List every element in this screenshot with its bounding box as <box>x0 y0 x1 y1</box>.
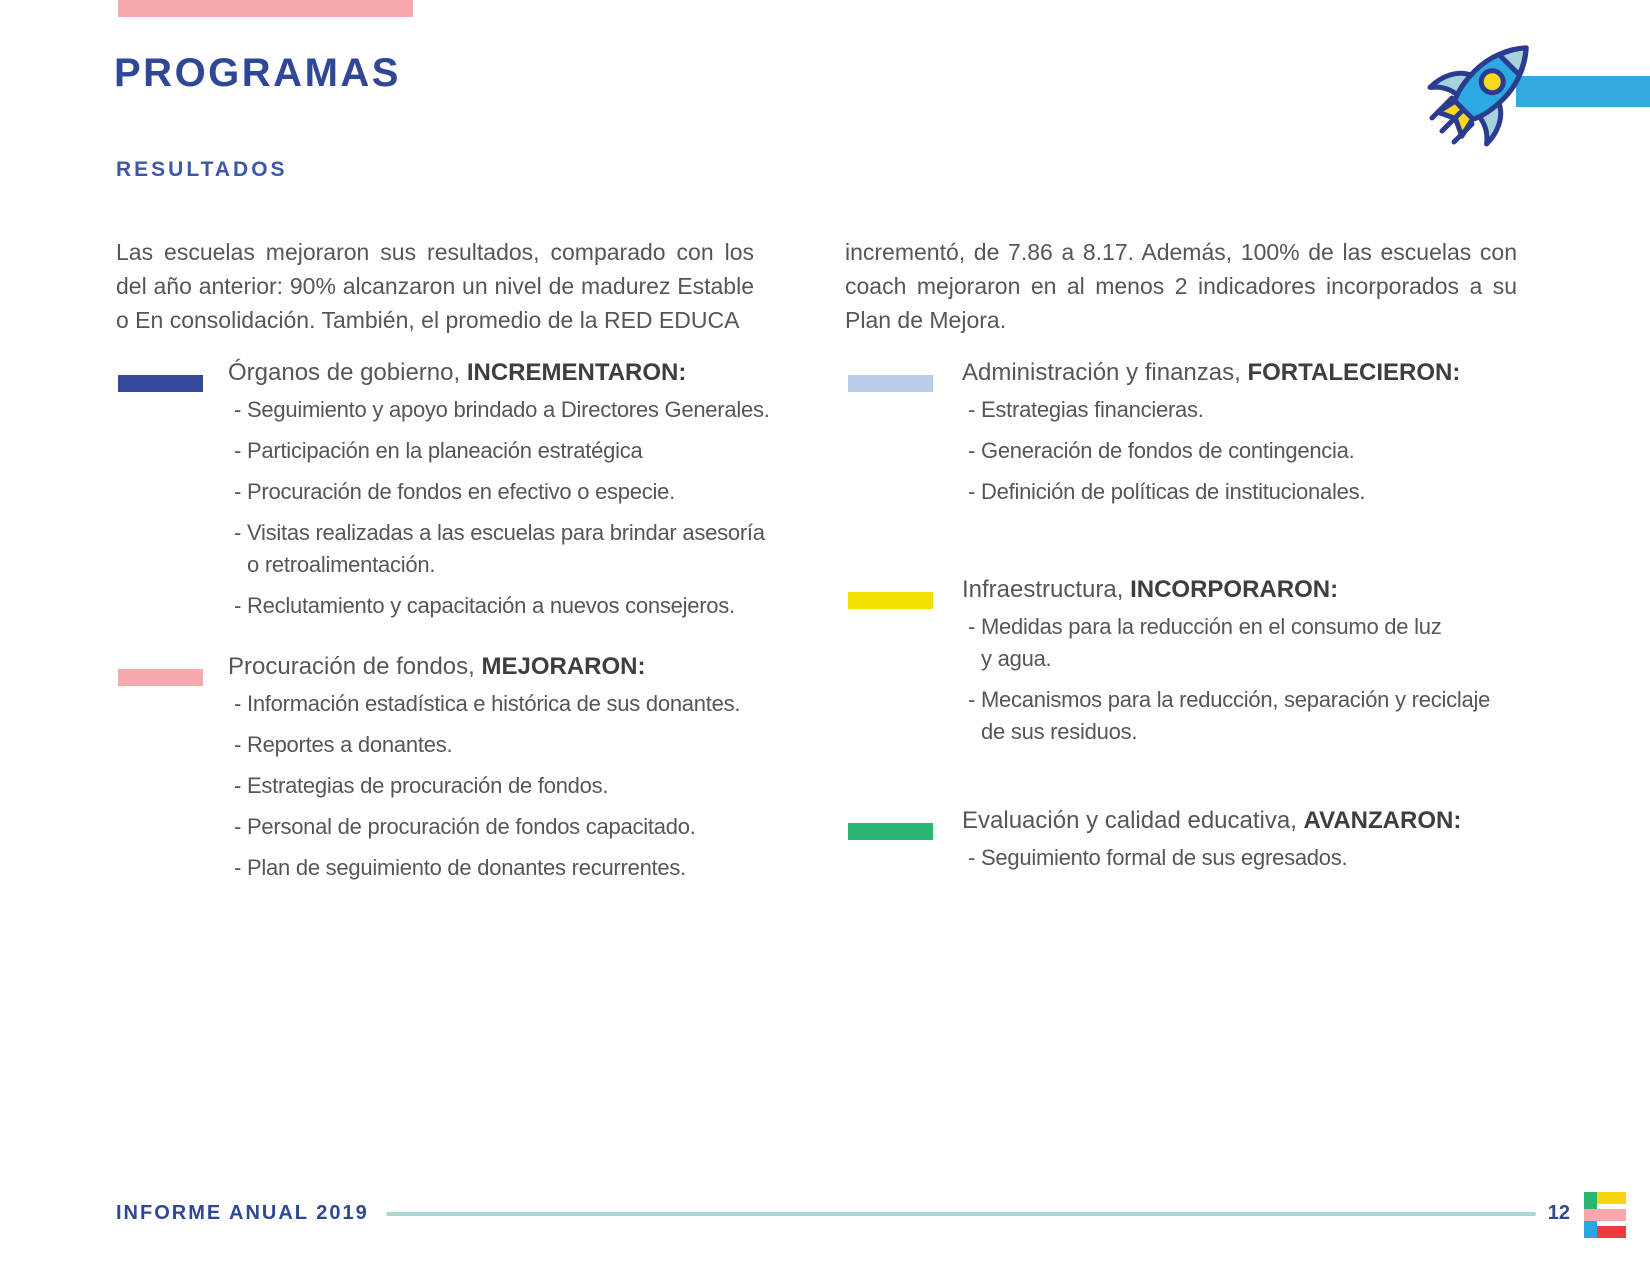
list-item: - Reportes a donantes. <box>234 729 776 761</box>
section-administracion-y-finanzas <box>962 358 1510 517</box>
section-verb: FORTALECIERON: <box>1247 359 1461 386</box>
logo-block-pink <box>1584 1209 1626 1221</box>
section-category: Infraestructura, <box>962 576 1124 603</box>
page-number: 12 <box>1547 1202 1570 1224</box>
list-item: - Generación de fondos de contingencia. <box>968 435 1510 467</box>
list-item: - Mecanismos para la reducción, separación y reciclaje de sus residuos. <box>968 684 1510 748</box>
section-color-bar <box>848 375 933 392</box>
list-item: - Plan de seguimiento de donantes recurrentes. <box>234 852 776 884</box>
list-item: - Seguimiento formal de sus egresados. <box>968 842 1510 874</box>
intro-paragraph-left: Las escuelas mejoraron sus resultados, comparado con los del año anterior: 90% alcanzaron un nivel de madurez Estable o En consolidación. También, el promedio de la RED EDUCA <box>116 239 754 333</box>
list-item: - Estrategias de procuración de fondos. <box>234 770 776 802</box>
footer-divider-line <box>386 1212 1536 1216</box>
section-items <box>968 394 1510 508</box>
section-verb: AVANZARON: <box>1303 807 1462 834</box>
header-accent-bar <box>118 0 413 17</box>
logo-block-yellow <box>1597 1192 1626 1204</box>
section-category: Procuración de fondos, <box>228 653 475 680</box>
section-title <box>228 358 776 388</box>
logo-block-red <box>1597 1226 1626 1238</box>
section-verb: INCREMENTARON: <box>466 359 687 386</box>
section-verb: INCORPORARON: <box>1130 576 1339 603</box>
section-color-bar <box>118 669 203 686</box>
educa-e-logo <box>1584 1192 1626 1238</box>
list-item: - Medidas para la reducción en el consumo de luz y agua. <box>968 611 1453 675</box>
section-items <box>968 842 1510 874</box>
section-evaluacion-y-calidad <box>962 806 1510 883</box>
list-item: - Seguimiento y apoyo brindado a Directores Generales. <box>234 394 776 426</box>
section-color-bar <box>848 823 933 840</box>
section-category: Órganos de gobierno, <box>228 359 461 386</box>
section-items <box>234 688 776 884</box>
section-color-bar <box>118 375 203 392</box>
section-items <box>968 611 1510 748</box>
section-title <box>962 806 1510 836</box>
list-item: - Información estadística e histórica de sus donantes. <box>234 688 776 720</box>
section-title <box>228 652 776 682</box>
section-heading: RESULTADOS <box>116 158 288 182</box>
section-title <box>962 358 1510 388</box>
section-items <box>234 394 776 622</box>
list-item: - Visitas realizadas a las escuelas para brindar asesoría o retroalimentación. <box>234 517 776 581</box>
section-procuracion-de-fondos <box>228 652 776 893</box>
list-item: - Participación en la planeación estratégica <box>234 435 776 467</box>
section-infraestructura <box>962 575 1510 757</box>
section-category: Evaluación y calidad educativa, <box>962 807 1297 834</box>
footer-report-label: INFORME ANUAL 2019 <box>116 1202 369 1224</box>
section-category: Administración y finanzas, <box>962 359 1241 386</box>
list-item: - Personal de procuración de fondos capacitado. <box>234 811 776 843</box>
rocket-icon <box>1366 14 1566 164</box>
intro-paragraph-right: incrementó, de 7.86 a 8.17. Además, 100% de las escuelas con coach mejoraron en al menos 2 indicadores incorporados a su Plan de Mejora. <box>845 239 1517 333</box>
page-title: PROGRAMAS <box>114 50 401 95</box>
section-verb: MEJORARON: <box>481 653 646 680</box>
section-color-bar <box>848 592 933 609</box>
list-item: - Reclutamiento y capacitación a nuevos consejeros. <box>234 590 776 622</box>
section-organos-de-gobierno <box>228 358 776 631</box>
list-item: - Procuración de fondos en efectivo o especie. <box>234 476 776 508</box>
list-item: - Definición de políticas de institucionales. <box>968 476 1510 508</box>
list-item: - Estrategias financieras. <box>968 394 1510 426</box>
section-title <box>962 575 1510 605</box>
